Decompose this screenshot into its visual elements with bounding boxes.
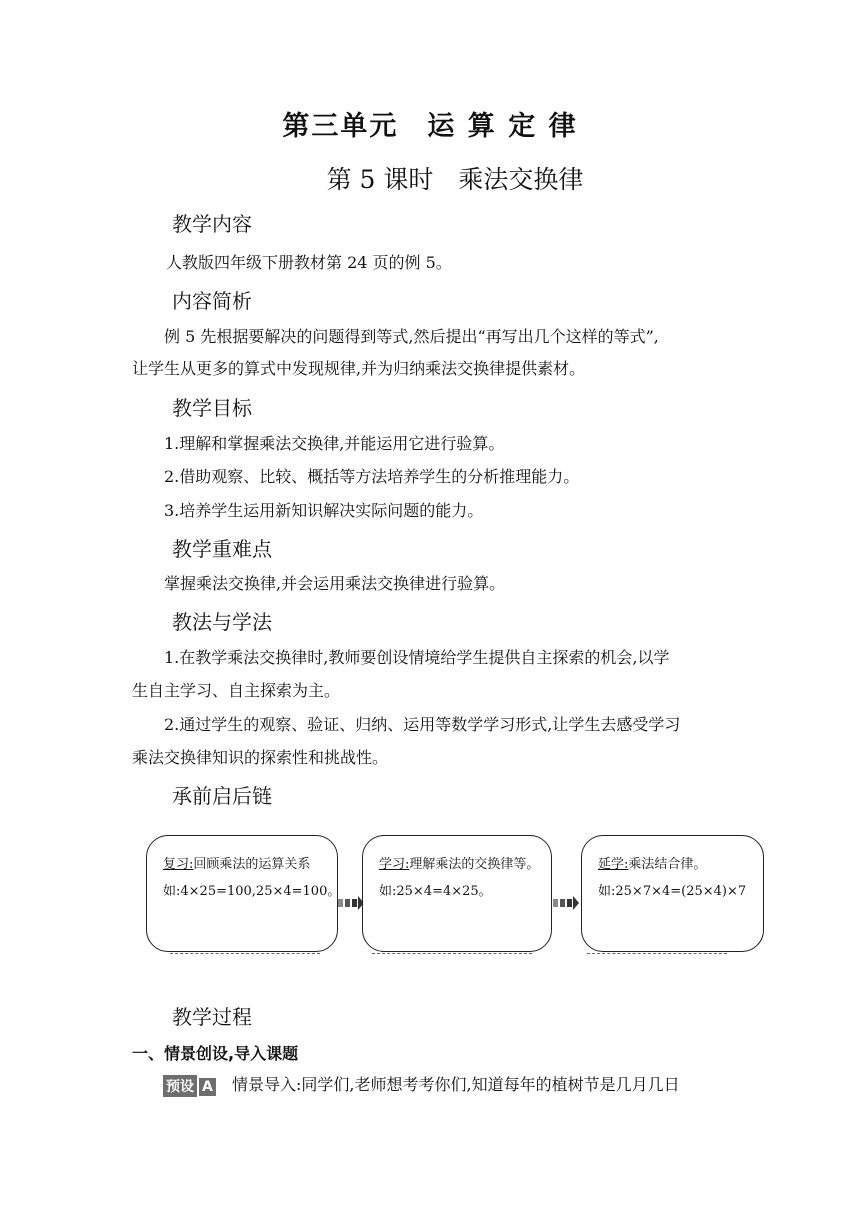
extend-label: 延学: — [598, 857, 629, 872]
review-example: 如:4×25=100,25×4=100。 — [163, 884, 341, 899]
goal-item-1: 1.理解和掌握乘法交换律,并能运用它进行验算。 — [164, 434, 505, 453]
process-intro-text: 情景导入:同学们,老师想考考你们,知道每年的植树节是几月几日 — [232, 1075, 680, 1094]
preset-tag-label: 预设 — [163, 1075, 197, 1097]
process-sub-heading-1: 一、情景创设,导入课题 — [132, 1044, 299, 1063]
lesson-title: 第 5 课时 乘法交换律 — [326, 165, 584, 194]
box-shadow-2 — [372, 953, 532, 954]
box-shadow-3 — [587, 953, 727, 954]
analysis-line-1: 例 5 先根据要解决的问题得到等式,然后提出“再写出几个这样的等式”, — [164, 327, 659, 346]
heading-key-points: 教学重难点 — [172, 537, 272, 561]
key-points-text: 掌握乘法交换律,并会运用乘法交换律进行验算。 — [164, 574, 506, 593]
learn-label: 学习: — [379, 857, 410, 872]
arrow-right-icon — [338, 896, 364, 910]
preset-tag-letter: A — [197, 1078, 216, 1096]
methods-item-1-line-2: 生自主学习、自主探索为主。 — [132, 681, 341, 700]
box-shadow-1 — [170, 953, 320, 954]
methods-item-2-line-2: 乘法交换律知识的探索性和挑战性。 — [132, 748, 389, 767]
preset-tag — [163, 1075, 216, 1097]
analysis-line-2: 让学生从更多的算式中发现规律,并为归纳乘法交换律提供素材。 — [132, 359, 586, 378]
learn-desc: 理解乘法的交换律等。 — [409, 857, 540, 872]
chain-box-review — [146, 835, 341, 952]
methods-item-2-line-1: 2.通过学生的观察、验证、归纳、运用等数学学习形式,让学生去感受学习 — [164, 715, 681, 734]
heading-chain: 承前启后链 — [172, 784, 272, 808]
methods-item-1-line-1: 1.在教学乘法交换律时,教师要创设情境给学生提供自主探索的机会,以学 — [164, 648, 670, 667]
chain-box-extend — [581, 835, 764, 952]
learn-example: 如:25×4=4×25。 — [379, 884, 492, 899]
review-desc: 回顾乘法的运算关系 — [193, 857, 311, 872]
goal-item-2: 2.借助观察、比较、概括等方法培养学生的分析推理能力。 — [164, 467, 580, 486]
heading-content-analysis: 内容简析 — [172, 289, 252, 313]
extend-example: 如:25×7×4=(25×4)×7 — [598, 884, 747, 899]
chain-box-learn — [362, 835, 552, 952]
extend-desc: 乘法结合律。 — [628, 857, 707, 872]
review-label: 复习: — [163, 857, 194, 872]
heading-methods: 教法与学法 — [172, 610, 272, 634]
heading-process: 教学过程 — [172, 1005, 252, 1029]
teaching-content-text: 人教版四年级下册教材第 24 页的例 5。 — [166, 253, 452, 272]
heading-teaching-content: 教学内容 — [172, 212, 252, 236]
heading-teaching-goals: 教学目标 — [172, 396, 252, 420]
arrow-right-icon-2 — [553, 896, 579, 910]
goal-item-3: 3.培养学生运用新知识解决实际问题的能力。 — [164, 501, 484, 520]
unit-title: 第三单元 运 算 定 律 — [282, 111, 578, 142]
